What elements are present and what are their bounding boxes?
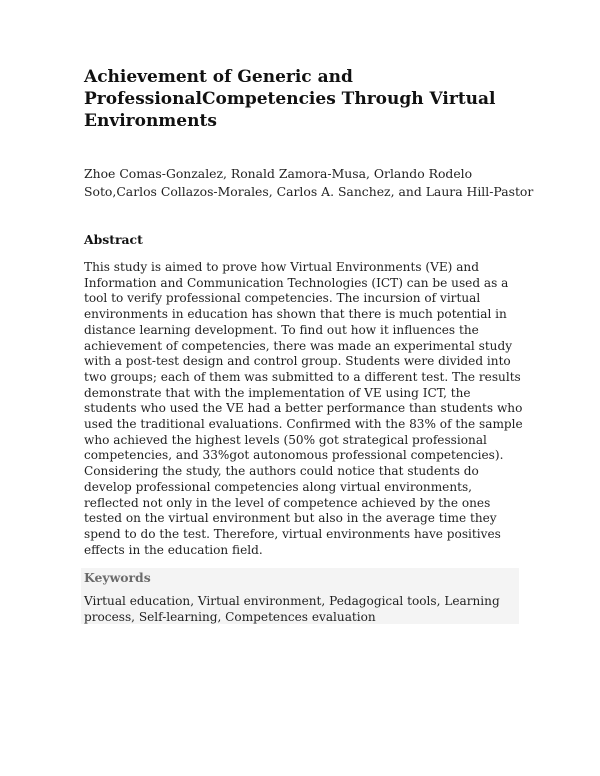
abstract-heading: Abstract	[84, 232, 143, 247]
keywords-text: Virtual education, Virtual environment, Pedagogical tools, Learning process, Self-learning, Competences evaluation	[84, 594, 500, 624]
paper-title: Achievement of Generic and ProfessionalCompetencies Through Virtual Environments	[84, 67, 496, 131]
author-list: Zhoe Comas-Gonzalez, Ronald Zamora-Musa, Orlando Rodelo Soto,Carlos Collazos-Morales, Carlos A. Sanchez, and Laura Hill-Pastor	[84, 166, 534, 199]
abstract-text: This study is aimed to prove how Virtual Environments (VE) and Information and Communication Technologies (ICT) can be used as a tool to verify professional competencies. The incursion of virtual environments in education has shown that there is much potential in distance learning development. To find out how it influences the achievement of competencies, there was made an experimental study with a post-test design and control group. Students were divided into two groups; each of them was submitted to a different test. The results demonstrate that with the implementation of VE using ICT, the students who used the VE had a better performance than students who used the traditional evaluations. Confirmed with the 83% of the sample who achieved the highest levels (50% got strategical professional competencies, and 33%got autonomous professional competencies). Considering the study, the authors could notice that students do develop professional competencies along virtual environments, reflected not only in the level of competence achieved by the ones tested on the virtual environment but also in the average time they spend to do the test. Therefore, virtual environments have positives effects in the education field.	[84, 260, 523, 557]
keywords-heading: Keywords	[84, 570, 151, 585]
